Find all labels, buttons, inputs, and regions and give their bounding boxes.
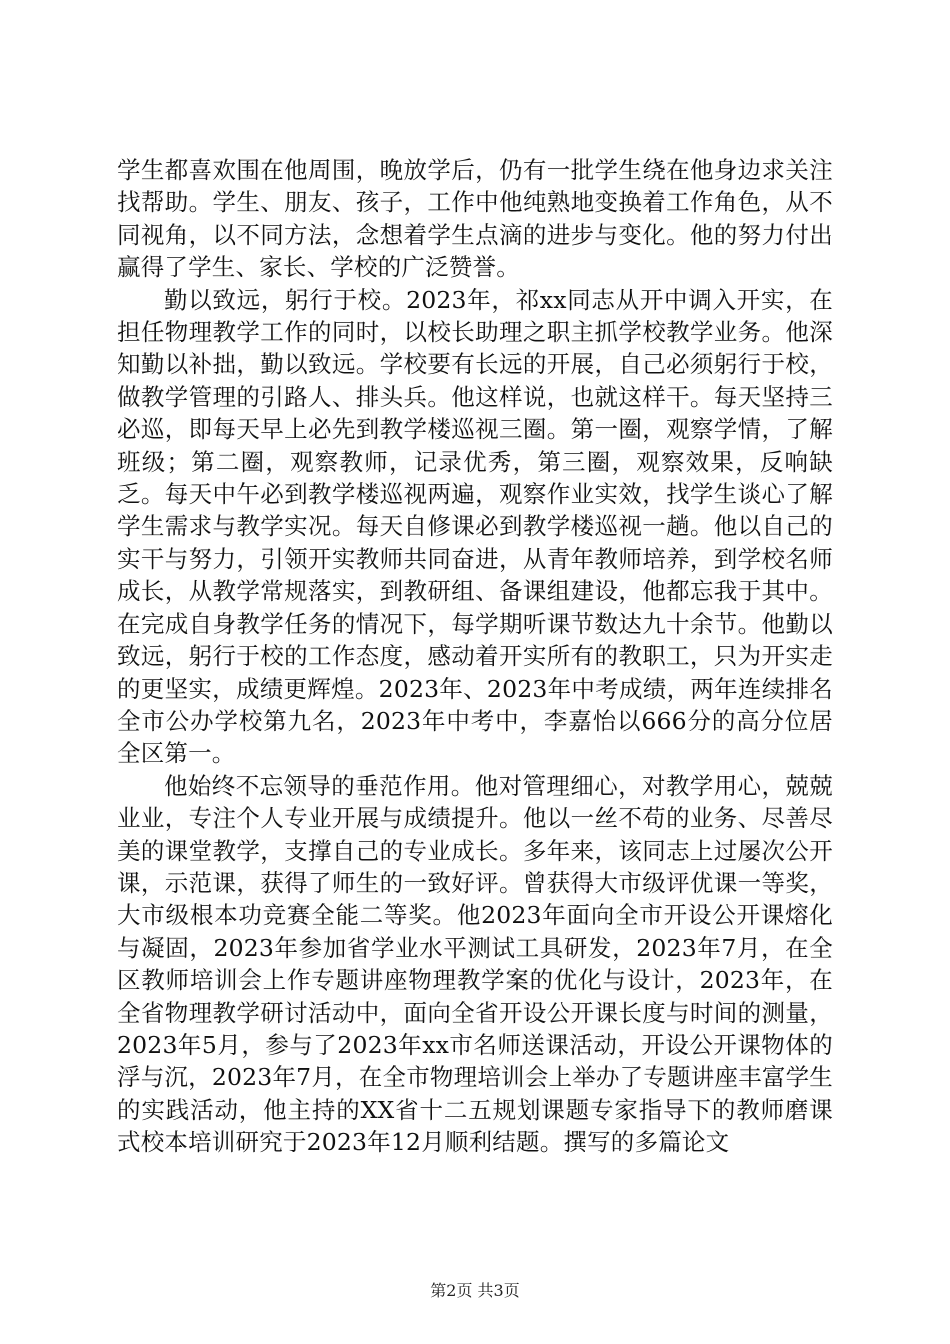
document-body — [117, 154, 833, 1159]
page-number-footer: 第2页 共3页 — [430, 1281, 520, 1300]
paragraph-2: 勤以致远，躬行于校。2023年，祁xx同志从开中调入开实，在担任物理教学工作的同时，以校长助理之职主抓学校教学业务。他深知勤以补拙，勤以致远。学校要有长远的开展，自己必须躬行于校，做教学管理的引路人、排头兵。他这样说，也就这样干。每天坚持三必巡，即每天早上必先到教学楼巡视三圈。第一圈，观察学情，了解班级；第二圈，观察教师，记录优秀，第三圈，观察效果，反响缺乏。每天中午必到教学楼巡视两遍，观察作业实效，找学生谈心了解学生需求与教学实况。每天自修课必到教学楼巡视一趟。他以自己的实干与努力，引领开实教师共同奋进，从青年教师培养，到学校名师成长，从教学常规落实，到教研组、备课组建设，他都忘我于其中。在完成自身教学任务的情况下，每学期听课节数达九十余节。他勤以致远，躬行于校的工作态度，感动着开实所有的教职工，只为开实走的更坚实，成绩更辉煌。2023年、2023年中考成绩，两年连续排名全市公办学校第九名，2023年中考中，李嘉怡以666分的高分位居全区第一。 — [117, 285, 833, 768]
paragraph-1: 学生都喜欢围在他周围，晚放学后，仍有一批学生绕在他身边求关注找帮助。学生、朋友、孩子，工作中他纯熟地变换着工作角色，从不同视角，以不同方法，念想着学生点滴的进步与变化。他的努力付出赢得了学生、家长、学校的广泛赞誉。 — [117, 156, 833, 282]
paragraph-3: 他始终不忘领导的垂范作用。他对管理细心，对教学用心，兢兢业业，专注个人专业开展与成绩提升。他以一丝不苟的业务、尽善尽美的课堂教学，支撑自己的专业成长。多年来，该同志上过屡次公开课，示范课，获得了师生的一致好评。曾获得大市级评优课一等奖，大市级根本功竞赛全能二等奖。他2023年面向全市开设公开课熔化与凝固，2023年参加省学业水平测试工具研发，2023年7月，在全区教师培训会上作专题讲座物理教学案的优化与设计，2023年，在全省物理教学研讨活动中，面向全省开设公开课长度与时间的测量，2023年5月，参与了2023年xx市名师送课活动，开设公开课物体的浮与沉，2023年7月，在全市物理培训会上举办了专题讲座丰富学生的实践活动，他主持的XX省十二五规划课题专家指导下的教师磨课式校本培训研究于2023年12月顺利结题。撰写的多篇论文 — [117, 771, 833, 1157]
